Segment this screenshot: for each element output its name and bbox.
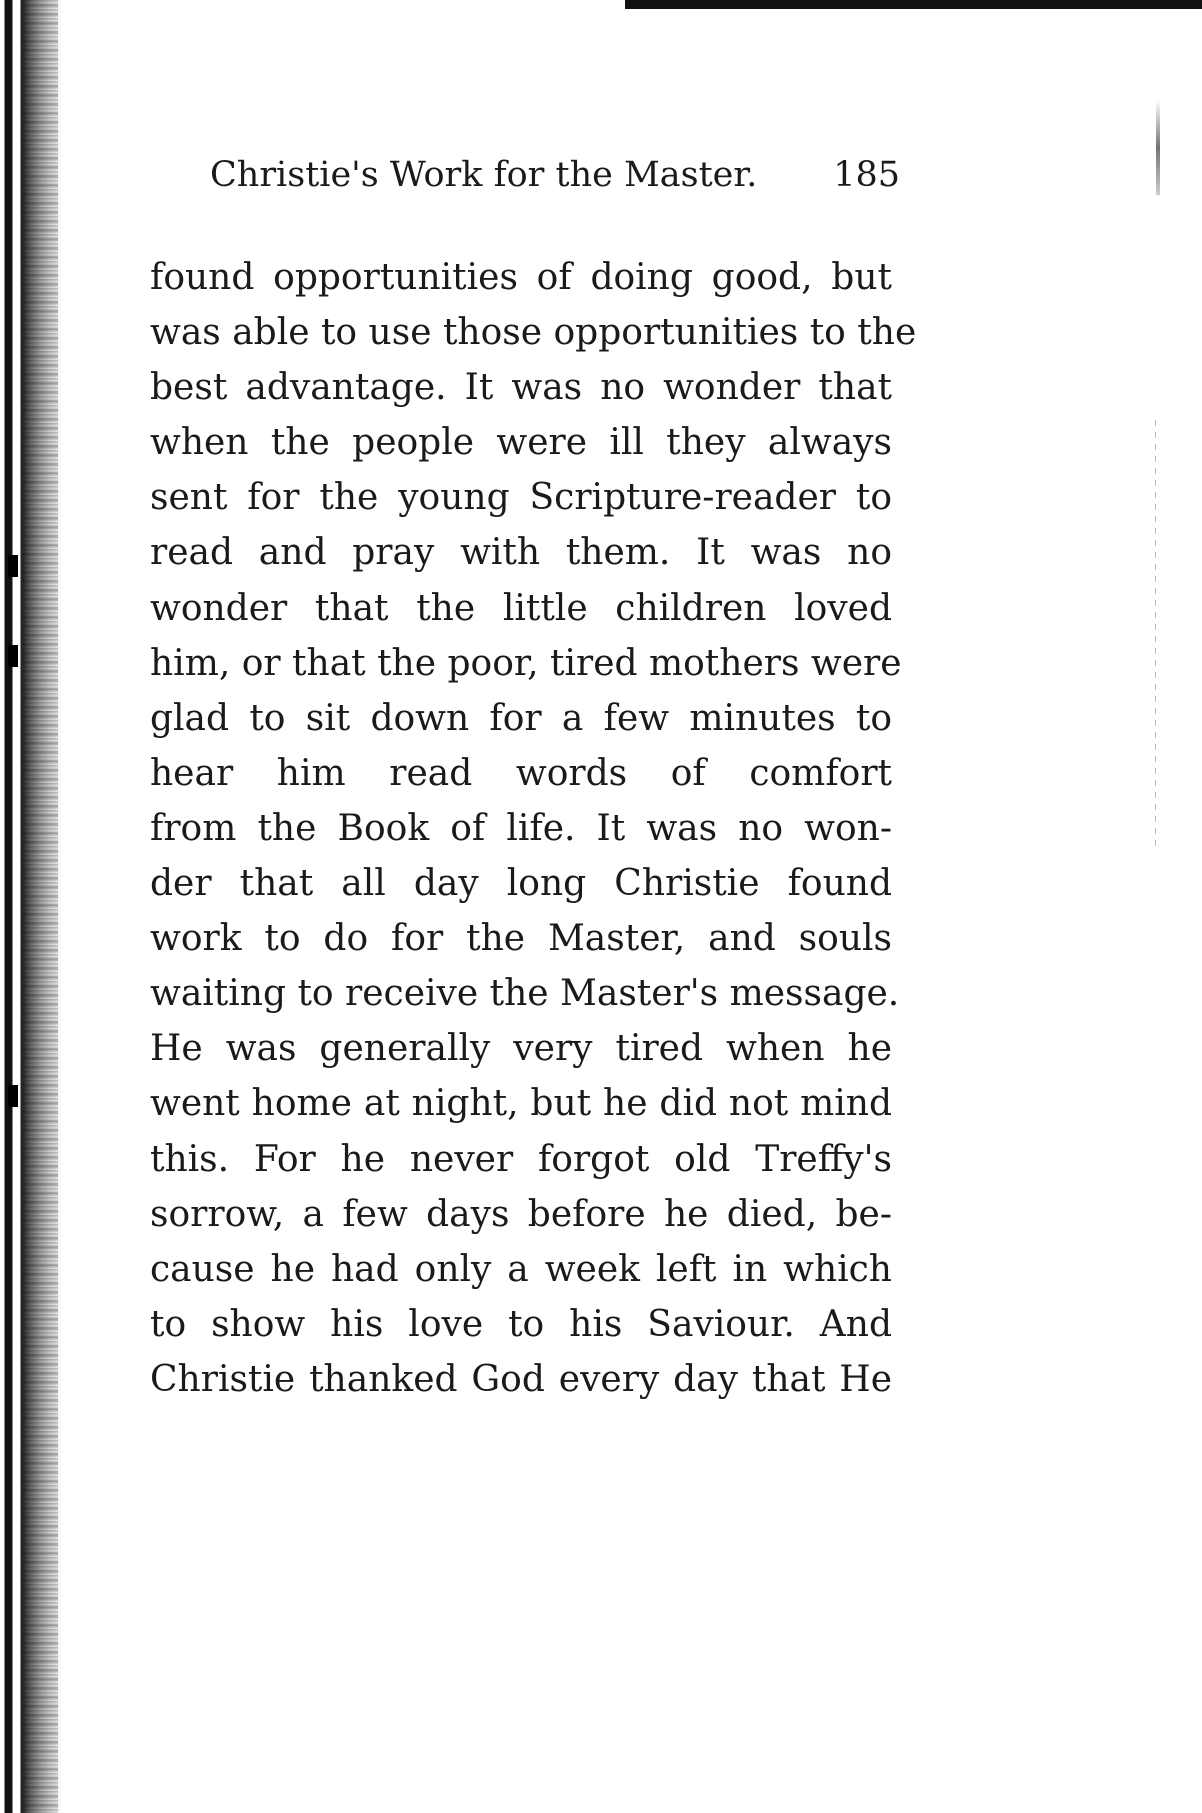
binding-notch bbox=[8, 555, 18, 577]
text-line: waiting to receive the Master's message. bbox=[150, 973, 900, 1015]
page-number: 185 bbox=[833, 155, 900, 195]
running-title: Christie's Work for the Master. bbox=[210, 155, 758, 195]
text-line: went home at night, but he did not mind bbox=[150, 1083, 892, 1125]
text-line: best advantage. It was no wonder that bbox=[150, 367, 892, 409]
text-line: cause he had only a week left in which bbox=[150, 1248, 892, 1290]
binding-notch bbox=[8, 1085, 18, 1107]
text-line: glad to sit down for a few minutes to bbox=[150, 697, 892, 739]
text-line: this. For he never forgot old Treffy's bbox=[150, 1138, 892, 1180]
text-line: sorrow, a few days before he died, be- bbox=[150, 1193, 892, 1235]
body-text bbox=[150, 250, 917, 1407]
binding-notch bbox=[8, 645, 18, 667]
text-line: from the Book of life. It was no won- bbox=[150, 807, 892, 849]
text-line: Christie thanked God every day that He bbox=[150, 1358, 892, 1400]
top-edge-rule bbox=[625, 0, 1202, 9]
text-line: sent for the young Scripture-reader to bbox=[150, 477, 892, 519]
text-line: wonder that the little children loved bbox=[150, 587, 892, 629]
text-line: work to do for the Master, and souls bbox=[150, 918, 892, 960]
text-line: He was generally very tired when he bbox=[150, 1028, 892, 1070]
running-header bbox=[210, 150, 900, 200]
scan-artifact bbox=[1156, 100, 1160, 195]
binding-texture bbox=[22, 0, 58, 1813]
text-line: when the people were ill they always bbox=[150, 422, 892, 464]
text-line: was able to use those opportunities to the bbox=[150, 312, 917, 354]
text-line: to show his love to his Saviour. And bbox=[150, 1303, 892, 1345]
text-line: hear him read words of comfort bbox=[150, 752, 892, 794]
text-line: found opportunities of doing good, but bbox=[150, 257, 892, 298]
text-line: read and pray with them. It was no bbox=[150, 532, 892, 574]
text-line: him, or that the poor, tired mothers were bbox=[150, 642, 902, 684]
margin-artifact bbox=[1155, 420, 1156, 850]
text-line: der that all day long Christie found bbox=[150, 863, 892, 905]
